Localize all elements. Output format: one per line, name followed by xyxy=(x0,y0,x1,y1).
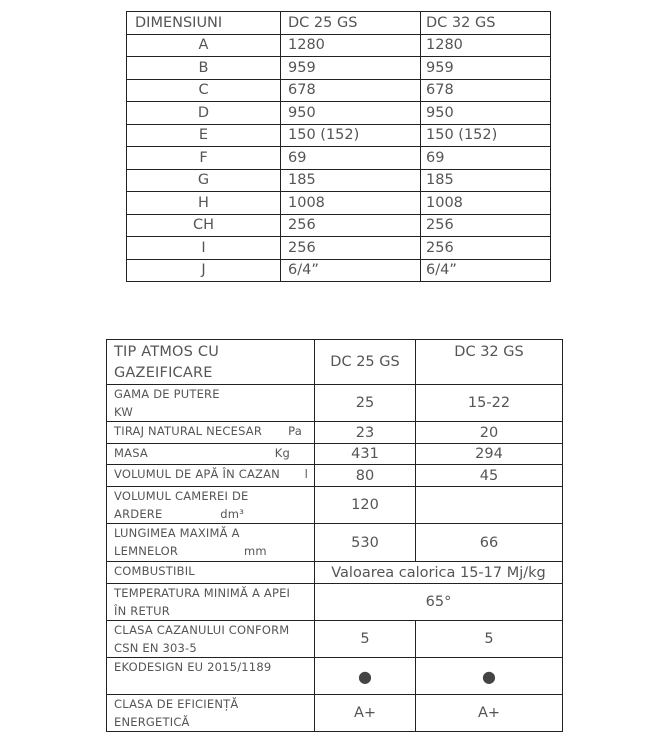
dimension-dc32: 1280 xyxy=(421,34,551,57)
table-row xyxy=(127,237,551,260)
dimension-dc25: 256 xyxy=(281,237,421,260)
dimension-dc25: 69 xyxy=(281,147,421,170)
spec-label: COMBUSTIBIL xyxy=(107,562,315,584)
dimension-code: C xyxy=(127,79,281,102)
spec-unit: l xyxy=(304,467,308,481)
table-row xyxy=(107,584,563,621)
dimension-dc32: 959 xyxy=(421,57,551,80)
spec-value-dc25: 80 xyxy=(315,465,416,487)
spec-label-line1: CLASA DE EFICIENȚĂ xyxy=(114,697,239,711)
dimension-dc32: 256 xyxy=(421,214,551,237)
spec-label-text: TIRAJ NATURAL NECESAR xyxy=(114,424,263,438)
spec-value-dc32: A+ xyxy=(416,695,563,732)
spec-label-line2: CSN EN 303-5 xyxy=(114,641,197,655)
table-row xyxy=(107,621,563,658)
dimension-dc32: 256 xyxy=(421,237,551,260)
dimension-dc32: 185 xyxy=(421,169,551,192)
dimension-dc32: 678 xyxy=(421,79,551,102)
dimension-code: B xyxy=(127,57,281,80)
dimension-code: G xyxy=(127,169,281,192)
spec-value-dc32: 66 xyxy=(416,524,563,562)
spec-label-line1: TEMPERATURA MINIMĂ A APEI xyxy=(114,586,291,600)
spec-value-combined: Valoarea calorica 15-17 Mj/kg xyxy=(315,562,563,584)
spec-header-dc25: DC 25 GS xyxy=(315,340,416,385)
spec-value-combined: 65° xyxy=(315,584,563,621)
spec-header-line1: TIP ATMOS CU xyxy=(114,344,220,360)
table-row xyxy=(127,192,551,215)
spec-label xyxy=(107,487,315,524)
spec-label-line2: ENERGETICĂ xyxy=(114,715,190,729)
spec-value-dc32 xyxy=(416,658,563,695)
spec-value-dc25: 25 xyxy=(315,385,416,422)
dimension-code: E xyxy=(127,124,281,147)
dimension-code: J xyxy=(127,259,281,282)
spec-label-line1: CLASA CAZANULUI CONFORM xyxy=(114,623,290,637)
spec-value-dc25: A+ xyxy=(315,695,416,732)
table-row xyxy=(107,422,563,444)
table-row xyxy=(107,487,563,524)
bullet-icon: ● xyxy=(358,666,372,686)
dimensions-header-row xyxy=(127,12,551,35)
spec-header-row xyxy=(107,340,563,385)
spec-label xyxy=(107,695,315,732)
dimension-dc25: 150 (152) xyxy=(281,124,421,147)
spec-value-dc25 xyxy=(315,658,416,695)
table-row xyxy=(127,259,551,282)
spec-label-line2: ARDERE dm³ xyxy=(114,507,245,521)
spec-label xyxy=(107,584,315,621)
spec-value-dc25: 23 xyxy=(315,422,416,444)
spec-label xyxy=(107,465,315,487)
dimension-dc25: 1280 xyxy=(281,34,421,57)
spec-value-dc32: 5 xyxy=(416,621,563,658)
spec-label-line1: LUNGIMEA MAXIMĂ A xyxy=(114,526,240,540)
table-row xyxy=(127,34,551,57)
table-row xyxy=(107,444,563,465)
table-row xyxy=(127,169,551,192)
spec-label xyxy=(107,385,315,422)
spec-unit: mm xyxy=(243,544,267,558)
dimension-dc32: 1008 xyxy=(421,192,551,215)
dimension-dc25: 256 xyxy=(281,214,421,237)
table-row xyxy=(127,214,551,237)
dimensions-table xyxy=(126,11,551,282)
dimension-code: A xyxy=(127,34,281,57)
spec-value-dc32: 15-22 xyxy=(416,385,563,422)
spec-header-dc32: DC 32 GS xyxy=(416,340,563,385)
spec-value-dc32 xyxy=(416,487,563,524)
bullet-icon: ● xyxy=(482,666,496,686)
spec-label-line2: LEMNELOR mm xyxy=(114,544,267,558)
table-row xyxy=(107,658,563,695)
table-row xyxy=(107,465,563,487)
spec-label-line1: GAMA DE PUTERE xyxy=(114,387,220,401)
dimension-code: F xyxy=(127,147,281,170)
dimension-code: CH xyxy=(127,214,281,237)
table-row xyxy=(127,102,551,125)
spec-label xyxy=(107,444,315,465)
dimension-dc25: 1008 xyxy=(281,192,421,215)
table-row xyxy=(107,385,563,422)
dimension-dc25: 678 xyxy=(281,79,421,102)
specifications-table xyxy=(106,339,563,732)
dimension-dc32: 69 xyxy=(421,147,551,170)
dimension-dc25: 950 xyxy=(281,102,421,125)
spec-label-text: MASA xyxy=(114,446,148,460)
dimension-dc25: 6/4” xyxy=(281,259,421,282)
spec-value-dc32: 20 xyxy=(416,422,563,444)
table-row xyxy=(127,57,551,80)
spec-label xyxy=(107,621,315,658)
table-row xyxy=(127,147,551,170)
dimension-dc32: 950 xyxy=(421,102,551,125)
spec-value-dc32: 294 xyxy=(416,444,563,465)
spec-value-dc25: 530 xyxy=(315,524,416,562)
spec-label-line1: VOLUMUL CAMEREI DE xyxy=(114,489,249,503)
spec-label-line2: KW xyxy=(114,405,133,419)
dimension-dc32: 150 (152) xyxy=(421,124,551,147)
spec-value-dc25: 120 xyxy=(315,487,416,524)
spec-unit: dm³ xyxy=(220,507,245,521)
spec-label xyxy=(107,422,315,444)
dimension-code: D xyxy=(127,102,281,125)
table-row xyxy=(107,695,563,732)
table-row xyxy=(107,524,563,562)
dimension-code: I xyxy=(127,237,281,260)
spec-unit: Kg xyxy=(274,446,290,460)
spec-label-line2: ÎN RETUR xyxy=(114,604,170,618)
spec-label-text: VOLUMUL DE APĂ ÎN CAZAN xyxy=(114,467,280,481)
spec-header-line2: GAZEIFICARE xyxy=(114,365,213,381)
dimension-dc25: 959 xyxy=(281,57,421,80)
table-row xyxy=(107,562,563,584)
spec-value-dc32: 45 xyxy=(416,465,563,487)
spec-value-dc25: 5 xyxy=(315,621,416,658)
dimension-dc25: 185 xyxy=(281,169,421,192)
dimensions-header-label: DIMENSIUNI xyxy=(127,12,281,35)
table-row xyxy=(127,79,551,102)
spec-label: EKODESIGN EU 2015/1189 xyxy=(107,658,315,695)
spec-unit: Pa xyxy=(288,424,302,438)
spec-header-label xyxy=(107,340,315,385)
dimension-code: H xyxy=(127,192,281,215)
spec-label xyxy=(107,524,315,562)
table-row xyxy=(127,124,551,147)
dimension-dc32: 6/4” xyxy=(421,259,551,282)
dimensions-header-dc25: DC 25 GS xyxy=(281,12,421,35)
dimensions-header-dc32: DC 32 GS xyxy=(421,12,551,35)
spec-value-dc25: 431 xyxy=(315,444,416,465)
